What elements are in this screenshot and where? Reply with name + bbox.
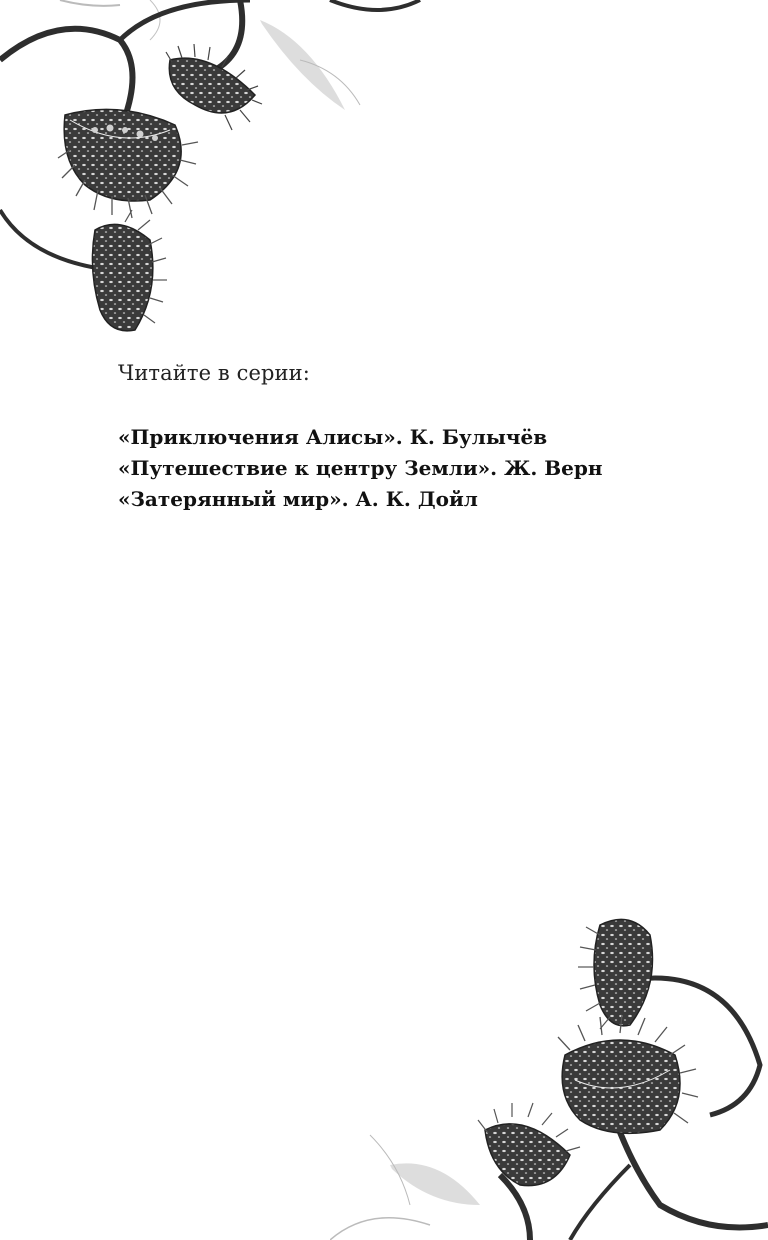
series-book-item: «Приключения Алисы». К. Булычёв (118, 425, 548, 449)
series-section (118, 358, 738, 515)
series-book-item: «Путешествие к центру Земли». Ж. Верн (118, 456, 603, 480)
series-book-item: «Затерянный мир». А. К. Дойл (118, 487, 478, 511)
series-book-list (118, 422, 738, 515)
venus-flytrap-illustration-top (0, 0, 430, 340)
series-heading: Читайте в серии: (118, 361, 310, 385)
venus-flytrap-illustration-bottom (330, 905, 768, 1240)
